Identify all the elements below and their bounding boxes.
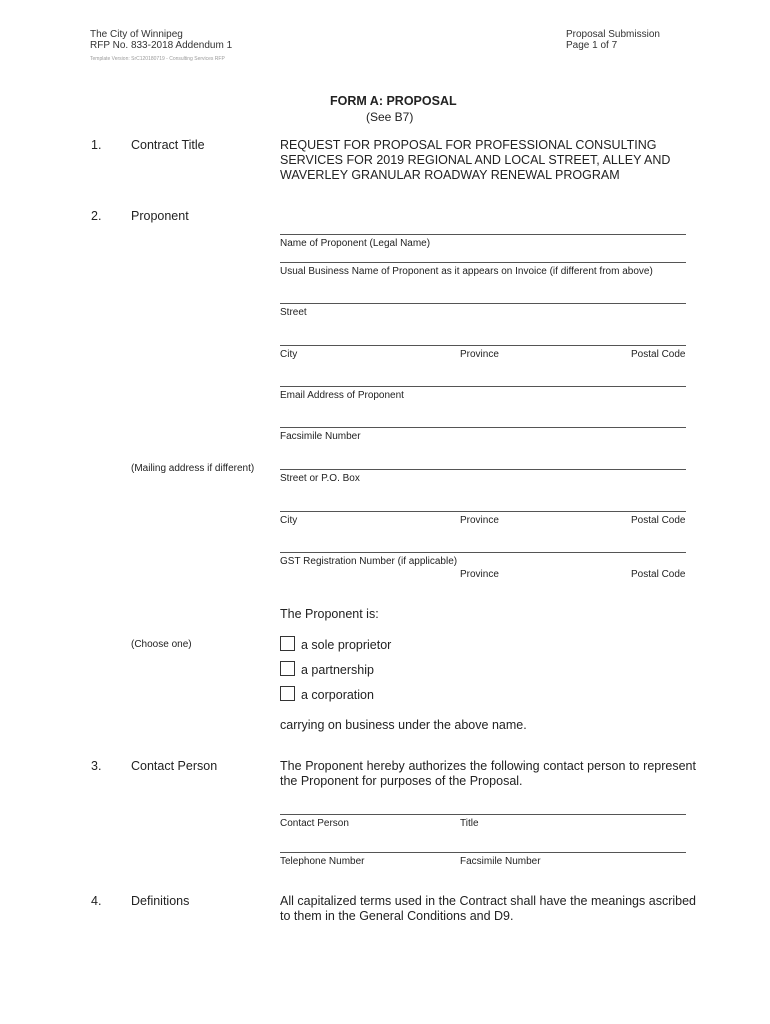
contact-person-caption: Contact Person [280,818,349,829]
section3-label: Contact Person [131,759,218,773]
fax-field[interactable] [280,427,686,428]
section4-label: Definitions [131,894,190,908]
contract-title-line1: REQUEST FOR PROPOSAL FOR PROFESSIONAL CONSULTING [280,138,657,152]
contact-person-field[interactable] [280,814,686,815]
postal-caption: Postal Code [631,349,686,360]
corporation-checkbox[interactable] [280,686,295,701]
section3-number: 3. [91,759,102,773]
proponent-name-caption: Name of Proponent (Legal Name) [280,238,431,249]
mailing-street-caption: Street or P.O. Box [280,473,360,484]
mailing-postal-caption: Postal Code [631,515,686,526]
mailing-province-caption: Province [460,515,499,526]
contact-fax-caption: Facsimile Number [460,856,541,867]
province-caption: Province [460,349,499,360]
sole-proprietor-label: a sole proprietor [301,638,392,652]
mailing-city-field[interactable] [280,511,686,512]
header-page-number: Page 1 of 7 [566,40,618,51]
mailing-city-caption: City [280,515,298,526]
partnership-checkbox[interactable] [280,661,295,676]
telephone-caption: Telephone Number [280,856,365,867]
contract-title-line2: SERVICES FOR 2019 REGIONAL AND LOCAL STREET, ALLEY AND [280,153,671,167]
city-province-postal-field[interactable] [280,345,686,346]
street-field[interactable] [280,303,686,304]
proponent-name-field[interactable] [280,234,686,235]
contract-title-line3: WAVERLEY GRANULAR ROADWAY RENEWAL PROGRAM [280,168,620,182]
corporation-label: a corporation [301,688,374,702]
form-subtitle: (See B7) [366,110,414,124]
section4-number: 4. [91,894,102,908]
business-name-field[interactable] [280,262,686,263]
email-field[interactable] [280,386,686,387]
city-caption: City [280,349,298,360]
header-template-note: Template Version: SrC120180719 - Consulting Services RFP [90,56,225,62]
sole-proprietor-checkbox[interactable] [280,636,295,651]
mailing-street-field[interactable] [280,469,686,470]
gst-caption: GST Registration Number (if applicable) [280,556,458,567]
carrying-on-text: carrying on business under the above name. [280,718,527,732]
street-caption: Street [280,307,307,318]
header-rfp-number: RFP No. 833-2018 Addendum 1 [90,40,233,51]
header-org: The City of Winnipeg [90,29,183,40]
business-name-caption: Usual Business Name of Proponent as it appears on Invoice (if different from above) [280,266,653,277]
contact-title-caption: Title [460,818,479,829]
section1-label: Contract Title [131,138,205,152]
header-doc-type: Proposal Submission [566,29,660,40]
form-title: FORM A: PROPOSAL [330,94,457,108]
proponent-is-label: The Proponent is: [280,607,379,621]
telephone-fax-field[interactable] [280,852,686,853]
partnership-label: a partnership [301,663,374,677]
choose-one-note: (Choose one) [131,639,192,650]
gst-field[interactable] [280,552,686,553]
section2-label: Proponent [131,209,189,223]
definitions-text: All capitalized terms used in the Contract shall have the meanings ascribed to them in the General Conditions and D9. [280,894,696,923]
gst-postal-caption: Postal Code [631,569,686,580]
section1-number: 1. [91,138,102,152]
section2-number: 2. [91,209,102,223]
gst-province-caption: Province [460,569,499,580]
fax-caption: Facsimile Number [280,431,361,442]
mailing-address-note: (Mailing address if different) [131,463,255,474]
email-caption: Email Address of Proponent [280,390,404,401]
contact-authorization-text: The Proponent hereby authorizes the following contact person to represent the Proponent for purposes of the Proposal. [280,759,696,788]
